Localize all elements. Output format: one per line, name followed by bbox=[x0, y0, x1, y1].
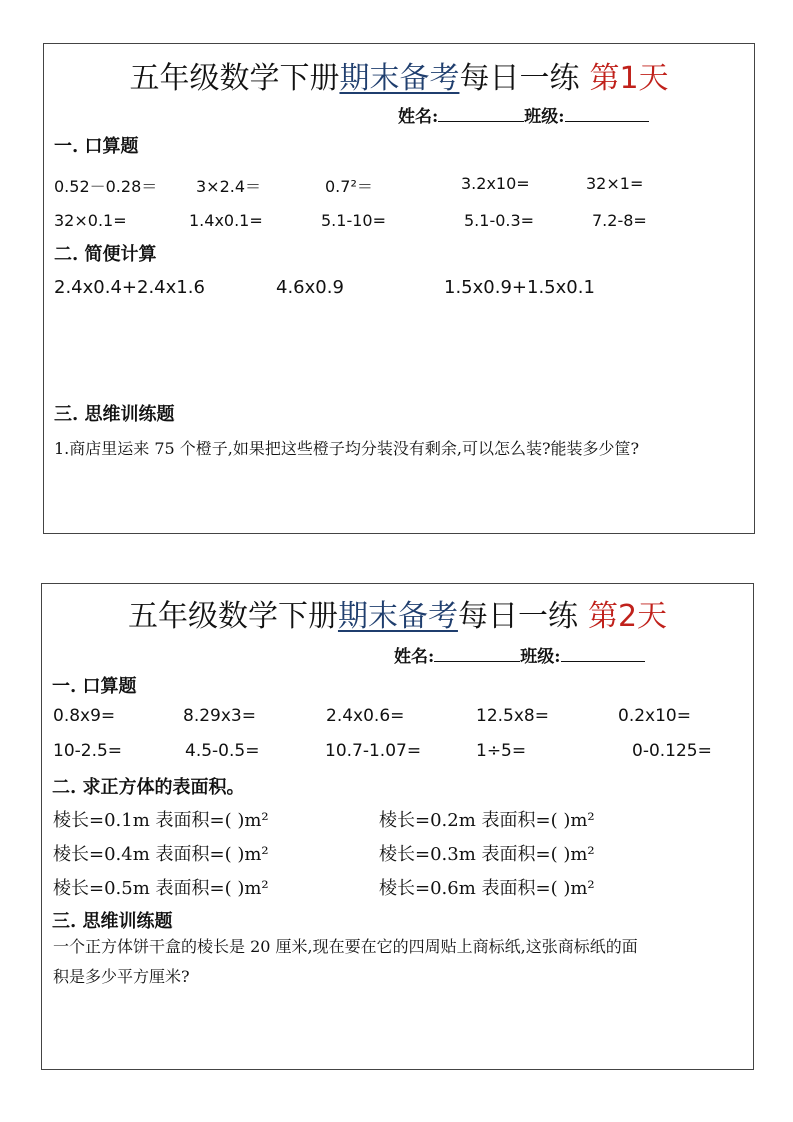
title-grade: 五年级数学下册 bbox=[127, 599, 338, 634]
surface-area-item: 棱长=0.6m 表面积=( )m² bbox=[379, 878, 595, 899]
oral-item: 3×2.4＝ bbox=[196, 177, 262, 196]
title-daily: 每日一练 bbox=[459, 61, 580, 96]
title-daily: 每日一练 bbox=[457, 599, 578, 634]
surface-area-item: 棱长=0.5m 表面积=( )m² bbox=[53, 878, 269, 899]
worksheet-day2 bbox=[41, 583, 754, 1070]
calc-item: 1.5x0.9+1.5x0.1 bbox=[444, 277, 595, 298]
class-label: 班级: bbox=[520, 647, 561, 667]
name-class-row bbox=[394, 642, 645, 667]
calc-item: 4.6x0.9 bbox=[276, 277, 344, 298]
oral-item: 8.29x3= bbox=[183, 706, 256, 726]
worksheet-day1 bbox=[43, 43, 755, 534]
oral-item: 1.4x0.1= bbox=[189, 211, 263, 230]
surface-area-item: 棱长=0.4m 表面积=( )m² bbox=[53, 844, 269, 865]
section-thinking: 三. 思维训练题 bbox=[54, 404, 175, 425]
worksheet-title bbox=[42, 598, 753, 636]
oral-item: 10.7-1.07= bbox=[325, 741, 422, 761]
name-blank bbox=[438, 120, 524, 122]
oral-item: 7.2-8= bbox=[592, 211, 647, 230]
oral-item: 0.8x9= bbox=[53, 706, 116, 726]
title-grade: 五年级数学下册 bbox=[129, 61, 340, 96]
section-thinking: 三. 思维训练题 bbox=[52, 911, 173, 932]
section-oral: 一. 口算题 bbox=[52, 676, 137, 697]
title-day: 第2天 bbox=[587, 599, 668, 634]
section-oral: 一. 口算题 bbox=[54, 136, 139, 157]
oral-item: 12.5x8= bbox=[476, 706, 549, 726]
word-problem-line2: 积是多少平方厘米? bbox=[53, 967, 190, 986]
oral-item: 0.52－0.28＝ bbox=[54, 177, 158, 196]
worksheet-title bbox=[44, 60, 754, 98]
name-blank bbox=[434, 660, 520, 662]
name-label: 姓名: bbox=[394, 647, 435, 667]
oral-item: 5.1-10= bbox=[321, 211, 386, 230]
oral-item: 32×1= bbox=[586, 174, 644, 193]
oral-item: 2.4x0.6= bbox=[326, 706, 405, 726]
title-highlight: 期末备考 bbox=[337, 599, 458, 634]
word-problem-line1: 一个正方体饼干盒的棱长是 20 厘米,现在要在它的四周贴上商标纸,这张商标纸的面 bbox=[53, 937, 638, 956]
section-surface-area: 二. 求正方体的表面积。 bbox=[52, 777, 245, 798]
title-day: 第1天 bbox=[589, 61, 669, 96]
calc-item: 2.4x0.4+2.4x1.6 bbox=[54, 277, 205, 298]
class-blank bbox=[561, 660, 645, 662]
name-label: 姓名: bbox=[398, 107, 439, 127]
word-problem: 1.商店里运来 75 个橙子,如果把这些橙子均分装没有剩余,可以怎么装?能装多少筐? bbox=[54, 439, 640, 458]
class-label: 班级: bbox=[524, 107, 565, 127]
oral-item: 10-2.5= bbox=[53, 741, 123, 761]
surface-area-item: 棱长=0.3m 表面积=( )m² bbox=[379, 844, 595, 865]
oral-item: 0.2x10= bbox=[618, 706, 691, 726]
oral-item: 1÷5= bbox=[476, 741, 527, 761]
oral-item: 0.7²＝ bbox=[325, 177, 373, 196]
oral-item: 4.5-0.5= bbox=[185, 741, 260, 761]
oral-item: 5.1-0.3= bbox=[464, 211, 535, 230]
name-class-row bbox=[398, 102, 649, 127]
oral-item: 0-0.125= bbox=[632, 741, 712, 761]
surface-area-item: 棱长=0.1m 表面积=( )m² bbox=[53, 810, 269, 831]
title-highlight: 期末备考 bbox=[339, 61, 460, 96]
oral-item: 32×0.1= bbox=[54, 211, 127, 230]
section-simple-calc: 二. 简便计算 bbox=[54, 244, 157, 265]
oral-item: 3.2x10= bbox=[461, 174, 530, 193]
surface-area-item: 棱长=0.2m 表面积=( )m² bbox=[379, 810, 595, 831]
class-blank bbox=[565, 120, 649, 122]
